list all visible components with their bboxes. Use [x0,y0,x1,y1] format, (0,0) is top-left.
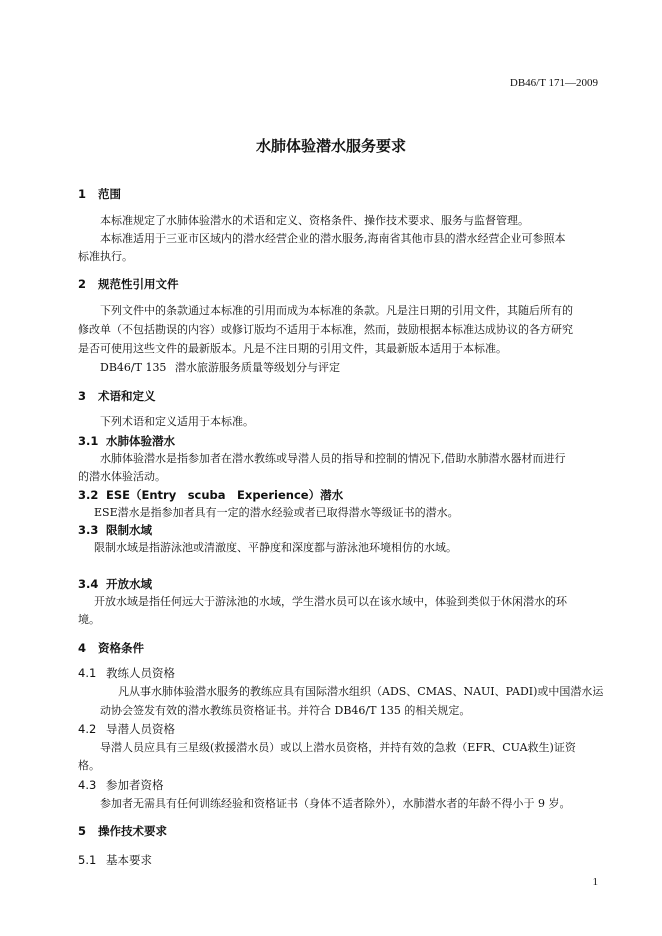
term-3-4-heading [78,576,152,592]
paragraph: 动协会签发有效的潜水教练员资格证书。并符合 DB46/T 135 的相关规定。 [100,704,471,717]
paragraph: 下列术语和定义适用于本标准。 [100,415,254,428]
term-3-3-heading [78,522,152,538]
section-4-heading [78,640,144,656]
paragraph: 开放水域是指任何远大于游泳池的水域，学生潜水员可以在该水域中，体验到类似于休闲潜水的环 [94,595,567,608]
paragraph: 是否可使用这些文件的最新版本。凡是不注日期的引用文件，其最新版本适用于本标准。 [78,342,507,355]
term-3-1-heading [78,433,175,449]
clause-title: 参加者资格 [106,778,164,792]
paragraph: ESE潜水是指参加者具有一定的潜水经验或者已取得潜水等级证书的潜水。 [94,506,459,519]
reference-code: DB46/T 135 [100,361,167,374]
paragraph: 标准执行。 [78,250,133,263]
clause-title: 导潜人员资格 [106,722,175,736]
section-number: 1 [78,187,87,201]
clause-4-2-heading [78,721,175,737]
section-3-heading [78,388,156,404]
term-number: 3.4 [78,577,99,591]
term-number: 3.1 [78,434,99,448]
section-5-heading [78,823,167,839]
term-title: 开放水域 [106,577,152,591]
section-title: 资格条件 [98,641,144,655]
clause-title: 基本要求 [106,853,152,867]
clause-4-3-heading [78,777,164,793]
paragraph: 本标准适用于三亚市区域内的潜水经营企业的潜水服务,海南省其他市县的潜水经营企业可参照本 [100,232,566,245]
clause-5-1-heading [78,852,152,868]
paragraph: 修改单（不包括勘误的内容）或修订版均不适用于本标准，然而，鼓励根据本标准达成协议的各方研究 [78,323,573,336]
paragraph: 水肺体验潜水是指参加者在潜水教练或导潜人员的指导和控制的情况下,借助水肺潜水器材而进行 [100,452,566,465]
clause-number: 4.2 [78,722,97,736]
clause-number: 4.3 [78,778,97,792]
section-1-heading [78,186,121,202]
clause-title: 教练人员资格 [106,666,175,680]
section-2-heading [78,276,179,292]
term-number: 3.3 [78,523,99,537]
standard-number: DB46/T 171—2009 [509,77,598,89]
section-number: 3 [78,389,87,403]
document-title: 水肺体验潜水服务要求 [255,137,406,155]
paragraph: 凡从事水肺体验潜水服务的教练应具有国际潜水组织（ADS、CMAS、NAUI、PADI)或中国潜水运 [118,685,604,698]
section-number: 5 [78,824,87,838]
section-title: 操作技术要求 [98,824,167,838]
clause-number: 5.1 [78,853,97,867]
term-title: ESE（Entry scuba Experience）潜水 [106,488,344,502]
reference-title: 潜水旅游服务质量等级划分与评定 [175,361,340,374]
paragraph: 导潜人员应具有三星级(救援潜水员）或以上潜水员资格，并持有效的急救（EFR、CUA救生)证资 [100,741,576,754]
clause-number: 4.1 [78,666,97,680]
page-number: 1 [592,876,598,888]
section-number: 4 [78,641,87,655]
term-title: 限制水域 [106,523,152,537]
term-number: 3.2 [78,488,99,502]
term-title: 水肺体验潜水 [106,434,175,448]
term-3-2-heading [78,487,343,503]
paragraph: 的潜水体验活动。 [78,470,166,483]
clause-4-1-heading [78,665,175,681]
section-title: 规范性引用文件 [98,277,179,291]
paragraph: 参加者无需具有任何训练经验和资格证书（身体不适者除外），水肺潜水者的年龄不得小于 9 岁。 [100,797,571,810]
paragraph: 限制水域是指游泳池或清澈度、平静度和深度都与游泳池环境相仿的水域。 [94,541,457,554]
section-title: 术语和定义 [98,389,156,403]
paragraph: 本标准规定了水肺体验潜水的术语和定义、资格条件、操作技术要求、服务与监督管理。 [100,214,529,227]
paragraph: 下列文件中的条款通过本标准的引用而成为本标准的条款。凡是注日期的引用文件，其随后所有的 [100,304,573,317]
section-title: 范围 [98,187,121,201]
section-number: 2 [78,277,87,291]
paragraph: 格。 [78,759,100,772]
paragraph: 境。 [78,613,100,626]
